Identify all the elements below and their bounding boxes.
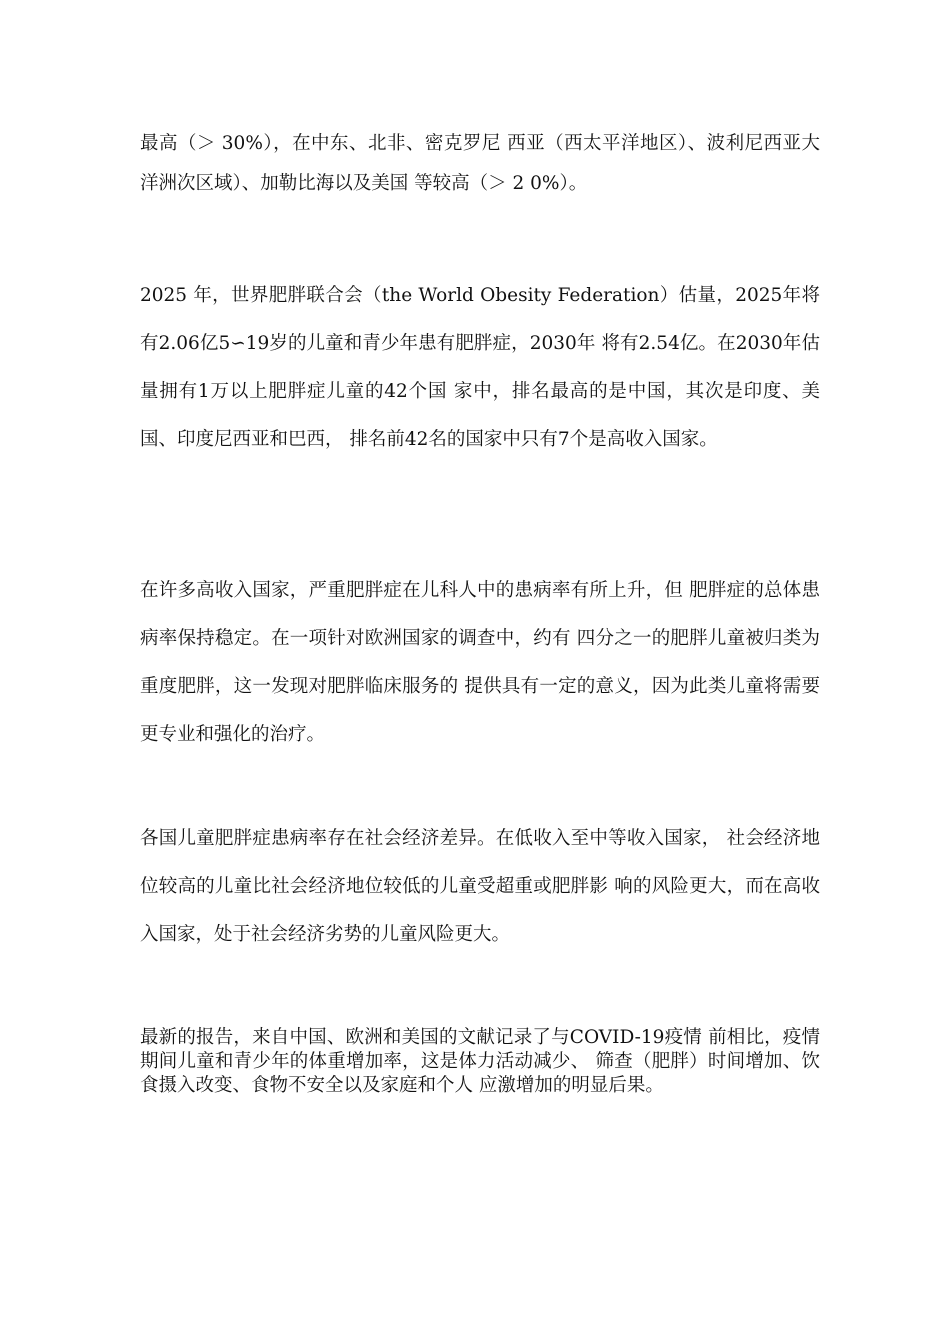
paragraph-socioeconomic-differences: 各国儿童肥胖症患病率存在社会经济差异。在低收入至中等收入国家， 社会经济地位较高的儿童比社会经济地位较低的儿童受超重或肥胖影 响的风险更大，而在高收入国家，处于社会经济劣势的儿童风险更大。 <box>140 828 820 945</box>
paragraph-prevalence-regions: 最高（＞ 30%），在中东、北非、密克罗尼 西亚（西太平洋地区）、波利尼西亚大洋洲次区域）、加勒比海以及美国 等较高（＞ 2 0%）。 <box>140 133 820 194</box>
paragraph-severe-obesity-high-income: 在许多高收入国家，严重肥胖症在儿科人中的患病率有所上升，但 肥胖症的总体患病率保持稳定。在一项针对欧洲国家的调查中，约有 四分之一的肥胖儿童被归类为重度肥胖，这一发现对肥胖临床服务的 提供具有一定的意义，因为此类儿童将需要更专业和强化的治疗。 <box>140 580 820 745</box>
paragraph-world-obesity-federation-estimate: 2025 年，世界肥胖联合会（the World Obesity Federation）估量，2025年将有2.06亿5∽19岁的儿童和青少年患有肥胖症，2030年 将有2.54亿。在2030年估量拥有1万以上肥胖症儿童的42个国 家中，排名最高的是中国，其次是印度、美国、印度尼西亚和巴西， 排名前42名的国家中只有7个是高收入国家。 <box>140 285 820 450</box>
document-page <box>140 0 820 1344</box>
paragraph-covid19-weight-gain: 最新的报告，来自中国、欧洲和美国的文献记录了与COVID-19疫情 前相比，疫情期间儿童和青少年的体重增加率，这是体力活动减少、 筛查（肥胖）时间增加、饮食摄入改变、食物不安全以及家庭和个人 应激增加的明显后果。 <box>140 1027 820 1096</box>
